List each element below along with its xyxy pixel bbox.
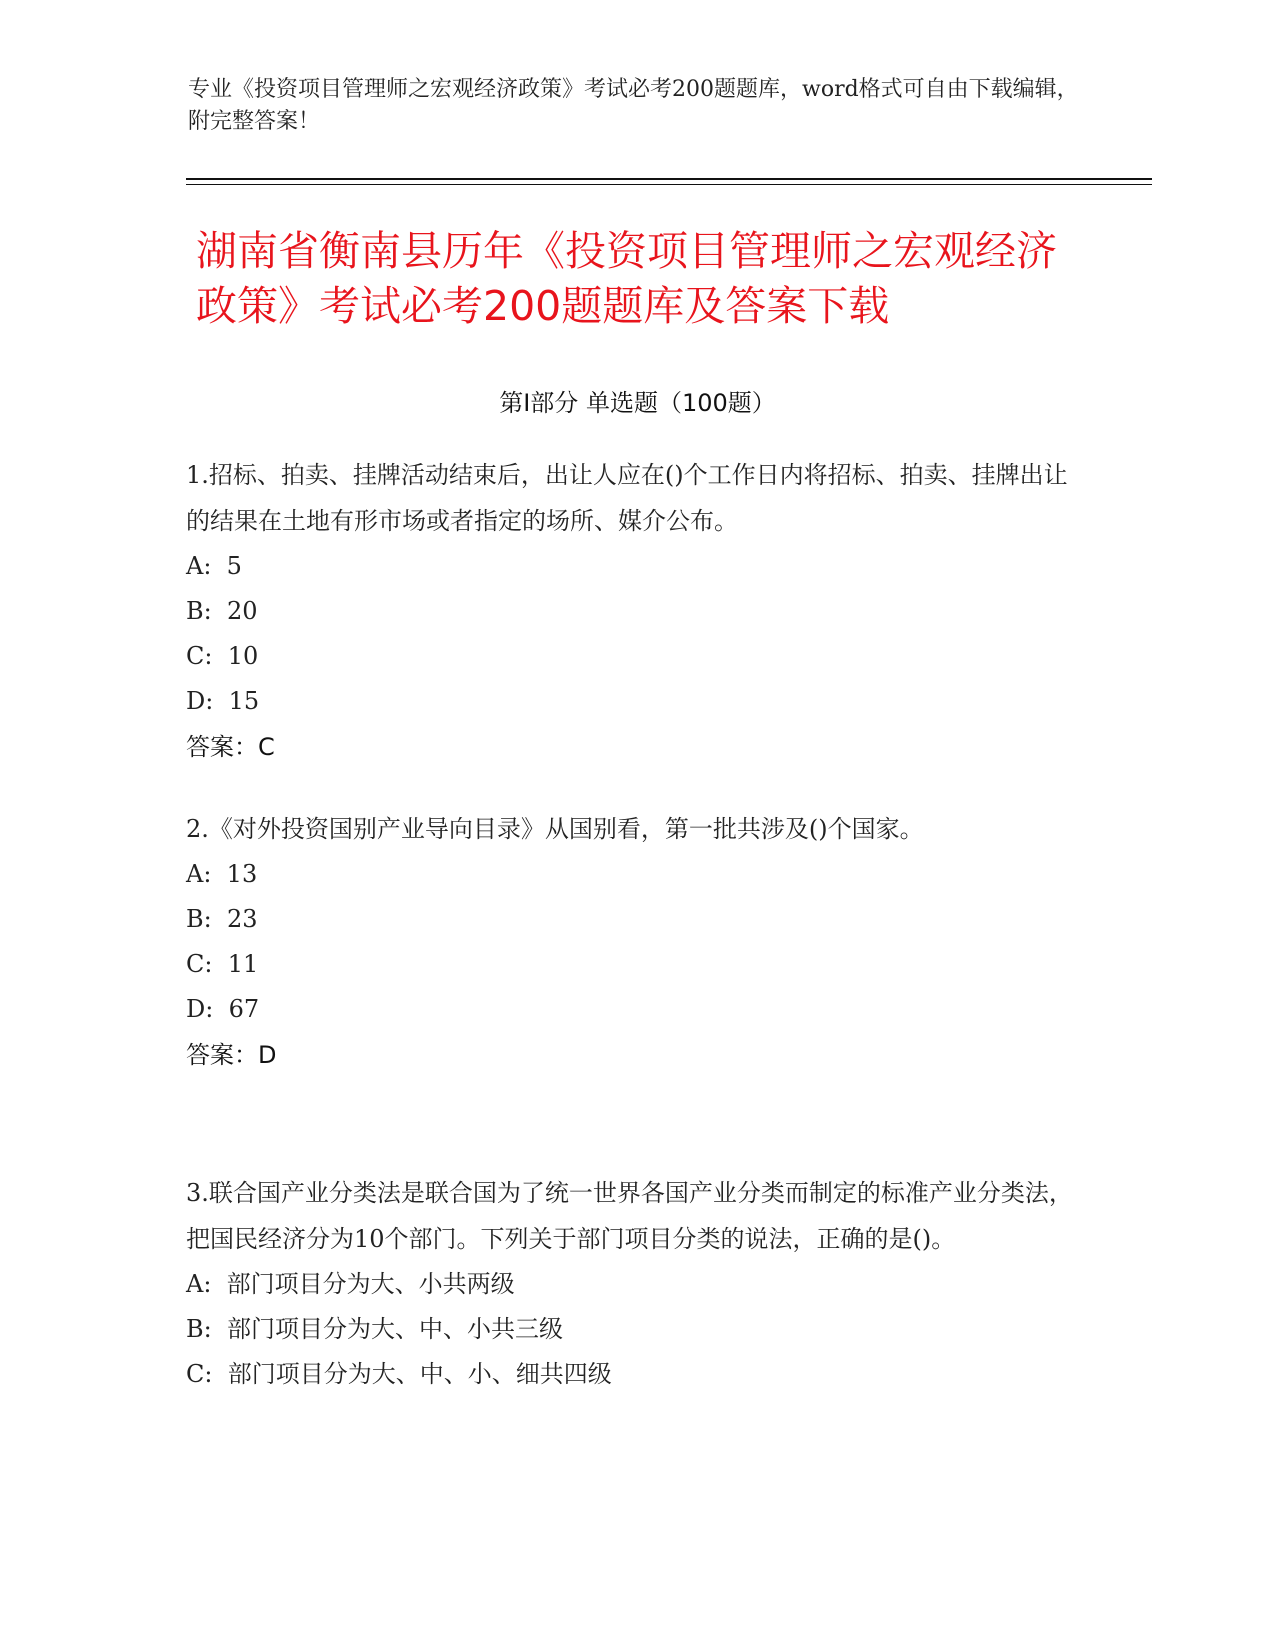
header-divider-thin (186, 184, 1152, 185)
question-1 (186, 452, 1076, 770)
option-c: C: 部门项目分为大、中、小、细共四级 (186, 1360, 612, 1388)
header-divider-thick (186, 178, 1152, 180)
header-note: 专业《投资项目管理师之宏观经济政策》考试必考200题题库，word格式可自由下载编辑，附完整答案！ (188, 77, 1079, 134)
option-b: B: 23 (186, 905, 258, 933)
answer: 答案：C (186, 733, 275, 761)
question-stem: 3.联合国产业分类法是联合国为了统一世界各国产业分类而制定的标准产业分类法，把国民经济分为10个部门。下列关于部门项目分类的说法，正确的是()。 (186, 1179, 1073, 1253)
option-b: B: 部门项目分为大、中、小共三级 (186, 1315, 563, 1343)
option-c: C: 10 (186, 642, 259, 670)
question-3 (186, 1170, 1076, 1397)
option-c: C: 11 (186, 950, 259, 978)
question-2 (186, 806, 1076, 1078)
document-title: 湖南省衡南县历年《投资项目管理师之宏观经济政策》考试必考200题题库及答案下载 (196, 227, 1057, 330)
option-a: A: 5 (186, 552, 242, 580)
option-d: D: 67 (186, 995, 260, 1023)
section-title: 第Ⅰ部分 单选题（100题） (499, 389, 776, 417)
answer: 答案：D (186, 1041, 277, 1069)
option-a: A: 13 (186, 860, 258, 888)
option-a: A: 部门项目分为大、小共两级 (186, 1270, 515, 1298)
option-b: B: 20 (186, 597, 258, 625)
question-stem: 1.招标、拍卖、挂牌活动结束后，出让人应在()个工作日内将招标、拍卖、挂牌出让的结果在土地有形市场或者指定的场所、媒介公布。 (186, 461, 1068, 535)
option-d: D: 15 (186, 687, 260, 715)
question-stem: 2.《对外投资国别产业导向目录》从国别看，第一批共涉及()个国家。 (186, 815, 924, 843)
